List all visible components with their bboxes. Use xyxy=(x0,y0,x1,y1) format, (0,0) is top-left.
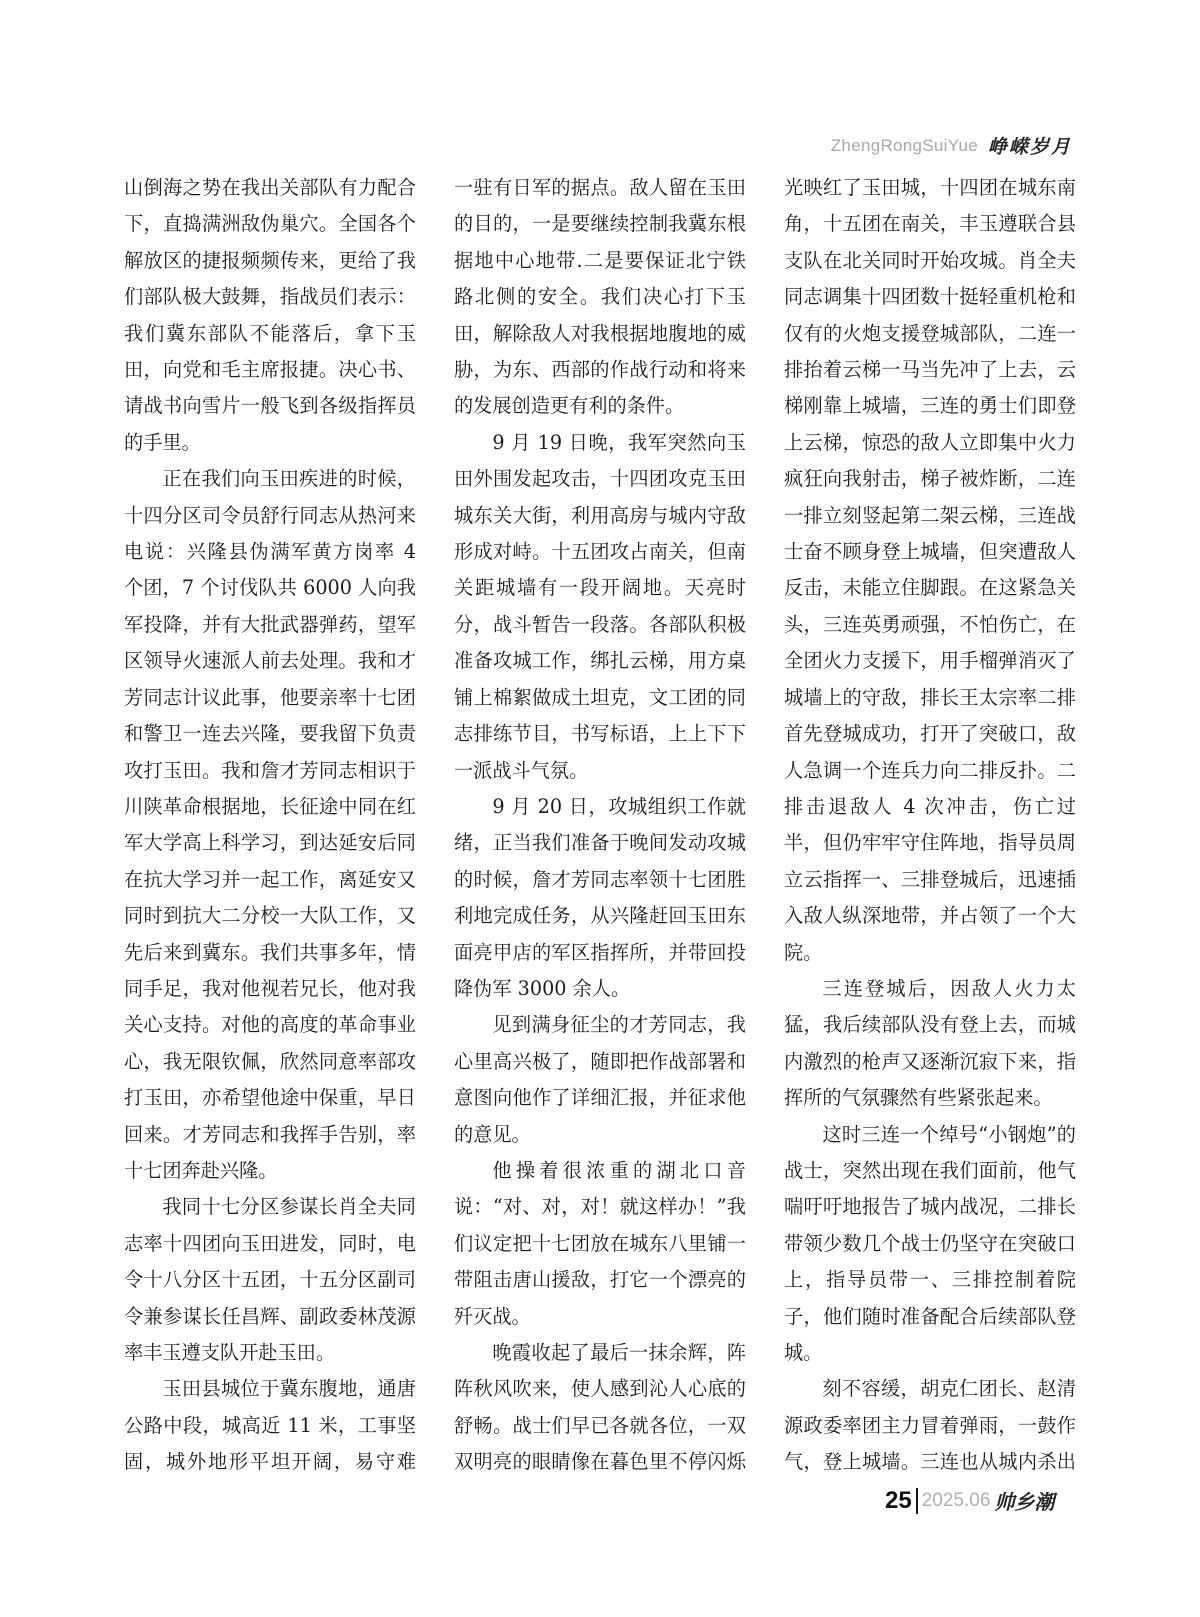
paragraph: 见到满身征尘的才芳同志，我心里高兴极了，随即把作战部署和意图向他作了详细汇报，并征求他的意见。 xyxy=(454,1013,746,1146)
magazine-logo: 帅乡潮 xyxy=(994,1490,1055,1514)
text-column-2 xyxy=(454,170,746,1480)
page-footer xyxy=(885,1486,1054,1515)
issue-date: 2025.06 xyxy=(921,1489,991,1511)
paragraph: 正在我们向玉田疾进的时候，十四分区司令员舒行同志从热河来电说：兴隆县伪满军黄方岗率 4 个团，7 个讨伐队共 6000 人向我军投降，并有大批武器弹药，望军区领导火速派人前去处理。我和才芳同志计议此事，他要亲率十七团和警卫一连去兴隆，要我留下负责攻打玉田。我和詹才芳同志相识于川陕革命根据地，长征途中同在红军大学高上科学习，到达延安后同在抗大学习并一起工作，离延安又同时到抗大二分校一大队工作，又先后来到冀东。我们共事多年，情同手足，我对他视若兄长，他对我关心支持。对他的高度的革命事业心，我无限钦佩，欣然同意率部攻打玉田，亦希望他途中保重，早日回来。才芳同志和我挥手告别，率十七团奔赴兴隆。 xyxy=(124,467,416,1182)
page-number: 25 xyxy=(885,1488,918,1514)
paragraph: 三连登城后，因敌人火力太猛，我后续部队没有登上去，而城内激烈的枪声又逐渐沉寂下来，指挥所的气氛骤然有些紧张起来。 xyxy=(784,976,1076,1110)
paragraph: 刻不容缓，胡克仁团长、赵清源政委率团主力冒着弹雨，一鼓作气，登上城墙。三连也从城内杀出 xyxy=(784,1377,1076,1474)
paragraph: 9 月 20 日，攻城组织工作就绪，正当我们准备于晚间发动攻城的时候，詹才芳同志率领十七团胜利地完成任务，从兴隆赶回玉田东面亮甲店的军区指挥所，并带回投降伪军 3000 余人。 xyxy=(454,794,746,1000)
paragraph: 他操着很浓重的湖北口音说：“对、对，对！就这样办！”我们议定把十七团放在城东八里铺一带阻击唐山援敌，打它一个漂亮的歼灭战。 xyxy=(454,1158,746,1328)
paragraph: 这时三连一个绰号“小钢炮”的战士，突然出现在我们面前，他气喘吁吁地报告了城内战况，二排长带领少数几个战士仍坚守在突破口上，指导员带一、三排控制着院子，他们随时准备配合后续部队登城。 xyxy=(784,1122,1076,1364)
paragraph: 山倒海之势在我出关部队有力配合下，直捣满洲敌伪巢穴。全国各个解放区的捷报频频传来，更给了我们部队极大鼓舞，指战员们表示：我们冀东部队不能落后，拿下玉田，向党和毛主席报捷。决心书、请战书向雪片一般飞到各级指挥员的手里。 xyxy=(124,176,416,454)
paragraph: 玉田县城位于冀东腹地，通唐公路中段，城高近 11 米，工事坚固，城外地形平坦开阔，易守难 xyxy=(124,1377,416,1474)
text-column-3 xyxy=(784,170,1076,1480)
paragraph: 一驻有日军的据点。敌人留在玉田的目的，一是要继续控制我冀东根据地中心地带.二是要保证北宁铁路北侧的安全。我们决心打下玉田，解除敌人对我根据地腹地的威胁，为东、西部的作战行动和将来的发展创造更有利的条件。 xyxy=(454,176,746,418)
paragraph: 光映红了玉田城，十四团在城东南角，十五团在南关，丰玉遵联合县支队在北关同时开始攻城。肖全夫同志调集十四团数十挺轻重机枪和仅有的火炮支援登城部队，二连一排抬着云梯一马当先冲了上去，云梯刚靠上城墙，三连的勇士们即登上云梯，惊恐的敌人立即集中火力疯狂向我射击，梯子被炸断，二连一排立刻竖起第二架云梯，三连战士奋不顾身登上城墙，但突遭敌人反击，未能立住脚跟。在这紧急关头，三连英勇顽强，不怕伤亡，在全团火力支援下，用手榴弹消灭了城墙上的守敌，排长王太宗率二排首先登城成功，打开了突破口，敌人急调一个连兵力向二排反扑。二排击退敌人 4 次冲击，伤亡过半，但仍牢牢守住阵地，指导员周立云指挥一、三排登城后，迅速插入敌人纵深地带，并占领了一个大院。 xyxy=(784,176,1076,964)
article-body xyxy=(124,170,1076,1480)
paragraph: 我同十七分区参谋长肖全夫同志率十四团向玉田进发，同时，电令十八分区十五团，十五分区副司令兼参谋长任昌辉、副政委林茂源率丰玉遵支队开赴玉田。 xyxy=(124,1195,416,1364)
header-column-name: 峥嵘岁月 xyxy=(987,136,1072,158)
paragraph: 9 月 19 日晚，我军突然向玉田外围发起攻击，十四团攻克玉田城东关大街，利用高房与城内守敌形成对峙。十五团攻占南关，但南关距城墙有一段开阔地。天亮时分，战斗暂告一段落。各部队积极准备攻城工作，绑扎云梯，用方桌铺上棉絮做成土坦克，文工团的同志排练节目，书写标语，上上下下一派战斗气氛。 xyxy=(454,430,746,782)
text-column-1 xyxy=(124,170,416,1480)
header-pinyin: ZhengRongSuiYue xyxy=(830,135,978,155)
paragraph: 晚霞收起了最后一抹余辉，阵阵秋风吹来，使人感到沁人心底的舒畅。战士们早已各就各位，一双双明亮的眼睛像在暮色里不停闪烁 xyxy=(454,1341,746,1474)
running-header xyxy=(831,132,1072,159)
